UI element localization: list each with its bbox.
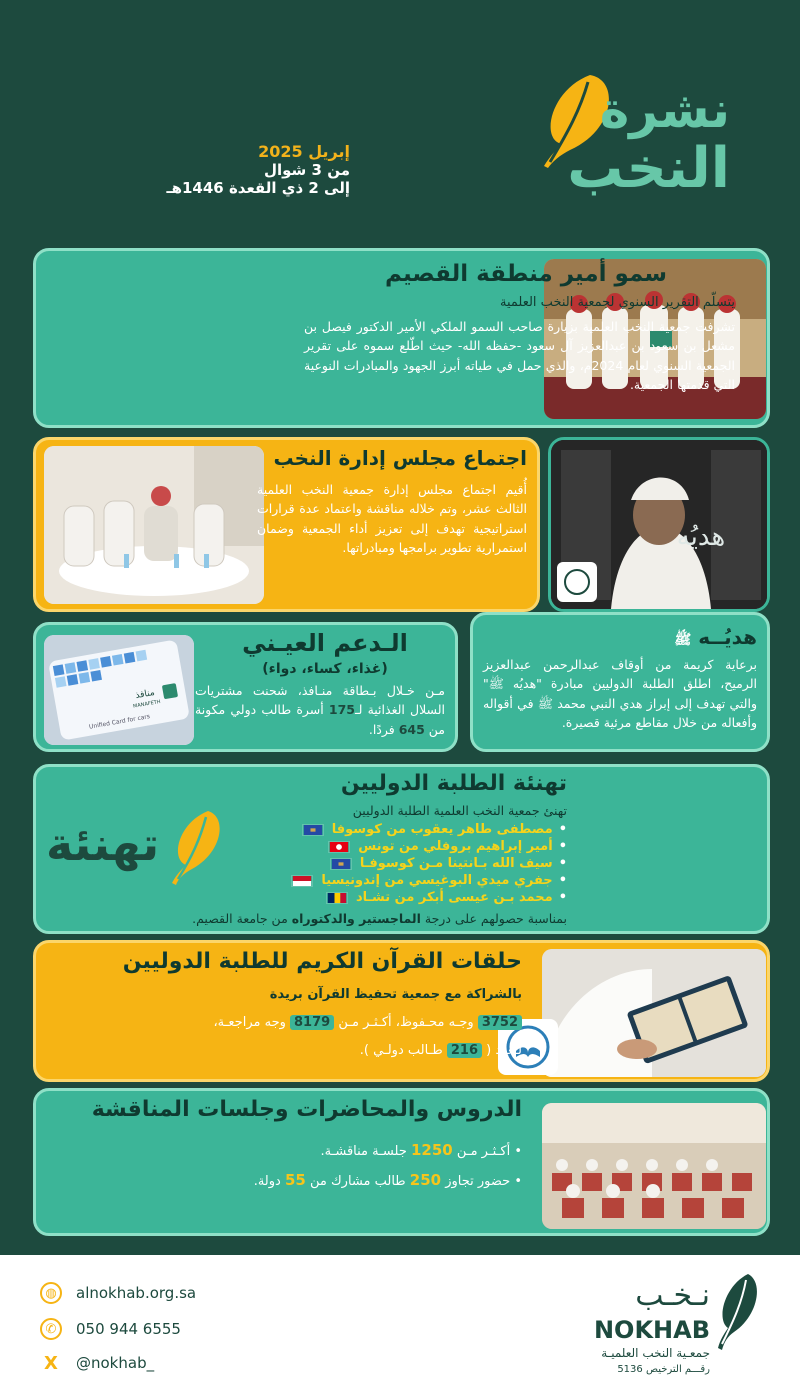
contact-phone[interactable] — [40, 1318, 181, 1340]
globe-icon: ◍ — [40, 1282, 62, 1304]
hadiya-photo — [551, 440, 767, 609]
card6-subtitle: تهنئ جمعية النخب العلمية الطلبة الدوليين — [352, 803, 567, 818]
student-name: سيف الله بـانتينا مـن كوسوفـا — [359, 856, 553, 871]
card-board-meeting — [33, 437, 540, 612]
contact-website[interactable] — [40, 1282, 196, 1304]
card4-title-text: هديُــه — [698, 625, 757, 649]
date-block — [150, 142, 350, 197]
card5-body-prefix: مـن خـلال بـطاقة منـافذ، شحنت مشتريات السلال الغذائية لـ — [195, 683, 445, 718]
card8-line1-prefix: • أكـثـر مـن — [452, 1144, 522, 1159]
quran-students-count: 216 — [447, 1043, 482, 1058]
card-inkind-support — [33, 622, 458, 752]
card4-title — [674, 625, 757, 651]
card1-subtitle: يتسلّم التقرير السنوي لجمعية النخب العلمية — [499, 295, 735, 310]
manafeth-card-brand: منافذ — [134, 687, 156, 702]
card1-title: سمو أمير منطقة القصيم — [385, 261, 667, 287]
student-item — [47, 889, 567, 906]
phone-number[interactable]: 050 944 6555 — [76, 1320, 181, 1338]
card-hadiya-image — [548, 437, 770, 612]
card8-line2-mid: طالب مشارك من — [305, 1174, 410, 1189]
license-number: رقـــم الترخيص 5136 — [617, 1364, 710, 1375]
svg-text:هديُه: هديُه — [676, 522, 726, 552]
logo-arabic-subtitle: جمعـية النخب العلميـة — [601, 1346, 710, 1360]
date-month: إبريل 2025 — [258, 142, 350, 161]
card8-line2-prefix: • حضور تجاوز — [441, 1174, 522, 1189]
countries-count: 55 — [284, 1171, 306, 1189]
date-from: من 3 شوال — [264, 161, 350, 179]
card2-title: اجتماع مجلس إدارة النخب — [273, 446, 527, 470]
card7-line1-suffix: وجه مراجعـة، — [213, 1015, 291, 1030]
bullet-icon: • — [558, 856, 567, 871]
nokhab-logo — [530, 1272, 760, 1382]
card8-line2 — [42, 1171, 522, 1189]
card-hadiya — [470, 612, 770, 752]
feather-logo-icon — [716, 1272, 760, 1352]
card7-line2-prefix: لـعدد ( — [482, 1043, 522, 1058]
card7-subtitle: بالشراكة مع جمعية تحفيظ القرآن بريدة — [269, 987, 522, 1002]
families-count: 175 — [328, 702, 355, 718]
date-to: إلى 2 ذي القعدة 1446هـ — [166, 179, 350, 197]
manafeth-card-image — [44, 635, 194, 745]
chad-flag-icon — [326, 892, 348, 904]
quran-reading-photo — [542, 949, 766, 1077]
contact-social[interactable] — [40, 1352, 154, 1374]
card8-line1-suffix: جلسـة مناقشـة. — [320, 1144, 411, 1159]
student-name: محمد بـن عيسى أبكر من تشـاد — [355, 890, 553, 905]
card8-line2-suffix: دولة. — [253, 1174, 285, 1189]
card6-title: تهنئة الطلبة الدوليين — [340, 771, 567, 796]
feather-icon — [166, 807, 226, 887]
card2-body: أُقيم اجتماع مجلس إدارة جمعية النخب العلمية الثالث عشر، وتم خلاله مناقشة واعتماد عدة قرارات استراتيجية تهدف إلى تعزيز أداء الجمعية وضمان استمرارية تطوير برامجها ومبادراتها. — [257, 482, 527, 556]
brand-title-line2: النخب — [567, 136, 730, 201]
tunisia-flag-icon — [328, 841, 350, 853]
logo-english: NOKHAB — [593, 1316, 710, 1344]
kosovo-flag-icon — [302, 824, 324, 836]
sessions-count: 1250 — [411, 1141, 453, 1159]
note-suffix: من جامعة القصيم. — [192, 911, 292, 926]
card7-line2 — [122, 1043, 522, 1058]
card-congratulations — [33, 764, 770, 934]
kosovo-flag-icon — [330, 858, 352, 870]
manafeth-card-label: Unified Card for cars — [88, 713, 151, 731]
bullet-icon: • — [558, 873, 567, 888]
bullet-icon: • — [558, 822, 567, 837]
card7-line2-suffix: طـالب دولـي ). — [359, 1043, 447, 1058]
card-emir-visit — [33, 248, 770, 428]
brand-title-line1: نشرة — [599, 81, 730, 139]
card4-body: برعاية كريمة من أوقاف عبدالرحمن عبدالعزيز الرميح، اطلق الطلبة الدوليين مبادرة "هديُه ﷺ" والتي تهدف إلى إبراز هدي النبي محمد ﷺ في أقواله وأفعاله من خلال مقاطع مرئية قصيرة. — [483, 657, 757, 731]
lecture-hall-photo — [542, 1103, 766, 1229]
card7-title: حلقات القرآن الكريم للطلبة الدوليين — [122, 949, 522, 974]
card5-body-suffix: فردًا. — [368, 721, 399, 737]
website-link[interactable]: alnokhab.org.sa — [76, 1284, 197, 1302]
card8-line1 — [42, 1141, 522, 1159]
bullet-icon: • — [558, 890, 567, 905]
student-item — [47, 872, 567, 889]
social-handle[interactable]: @nokhab_ — [76, 1354, 155, 1372]
logo-arabic: نـخـب — [635, 1278, 710, 1313]
participants-count: 250 — [409, 1171, 442, 1189]
card5-subtitle: (غذاء، كساء، دواء) — [262, 661, 388, 677]
honorific: ﷺ — [674, 632, 692, 648]
indonesia-flag-icon — [291, 875, 313, 887]
card5-body — [195, 681, 445, 739]
card1-body: تشرفت جمعية النخب العلمية بزيارة صاحب السمو الملكي الأمير الدكتور فيصل بن مشعل بن سعود بن عبدالعزيز آل سعود -حفظه الله- حيث اطّلع سموه على تقرير الجمعية السنوي لعام 2024م، والذي حمل في طياته أبرز الجهود والمبادرات النوعية التي قدمتها الجمعية. — [304, 319, 735, 393]
student-name: جفري ميدي البوغيسي من إندونيسيا — [321, 873, 553, 888]
card5-body-mid: أسرة طالب دولي مكونة من — [195, 702, 445, 737]
card-quran-circles — [33, 940, 770, 1082]
reviewed-count: 8179 — [290, 1015, 334, 1030]
board-meeting-photo — [44, 446, 264, 604]
card7-line1 — [122, 1015, 522, 1030]
card8-title: الدروس والمحاضرات وجلسات المناقشة — [91, 1097, 522, 1122]
student-name: أمير إبراهيم بروفلي من تونس — [358, 839, 553, 854]
memorized-count: 3752 — [478, 1015, 522, 1030]
congrats-big-word: تهنئة — [46, 817, 160, 871]
note-prefix: بمناسبة حصولهم على درجة — [420, 911, 567, 926]
card5-title: الـدعم العيـني — [242, 629, 408, 657]
card6-note — [47, 911, 567, 926]
brand-title — [500, 81, 730, 201]
whatsapp-icon: ✆ — [40, 1318, 62, 1340]
card7-line1-mid: وجـه محـفوظ، أكـثـر مـن — [334, 1015, 478, 1030]
x-icon: X — [44, 1352, 58, 1374]
manafeth-card-brand-en: MANAFETH — [132, 699, 162, 710]
note-degree: الماجستير والدكتوراه — [291, 911, 421, 926]
bullet-icon: • — [558, 839, 567, 854]
student-name: مصطفى طاهر يعقوب من كوسوفا — [331, 822, 553, 837]
members-count: 645 — [398, 721, 425, 737]
card-lectures — [33, 1088, 770, 1236]
